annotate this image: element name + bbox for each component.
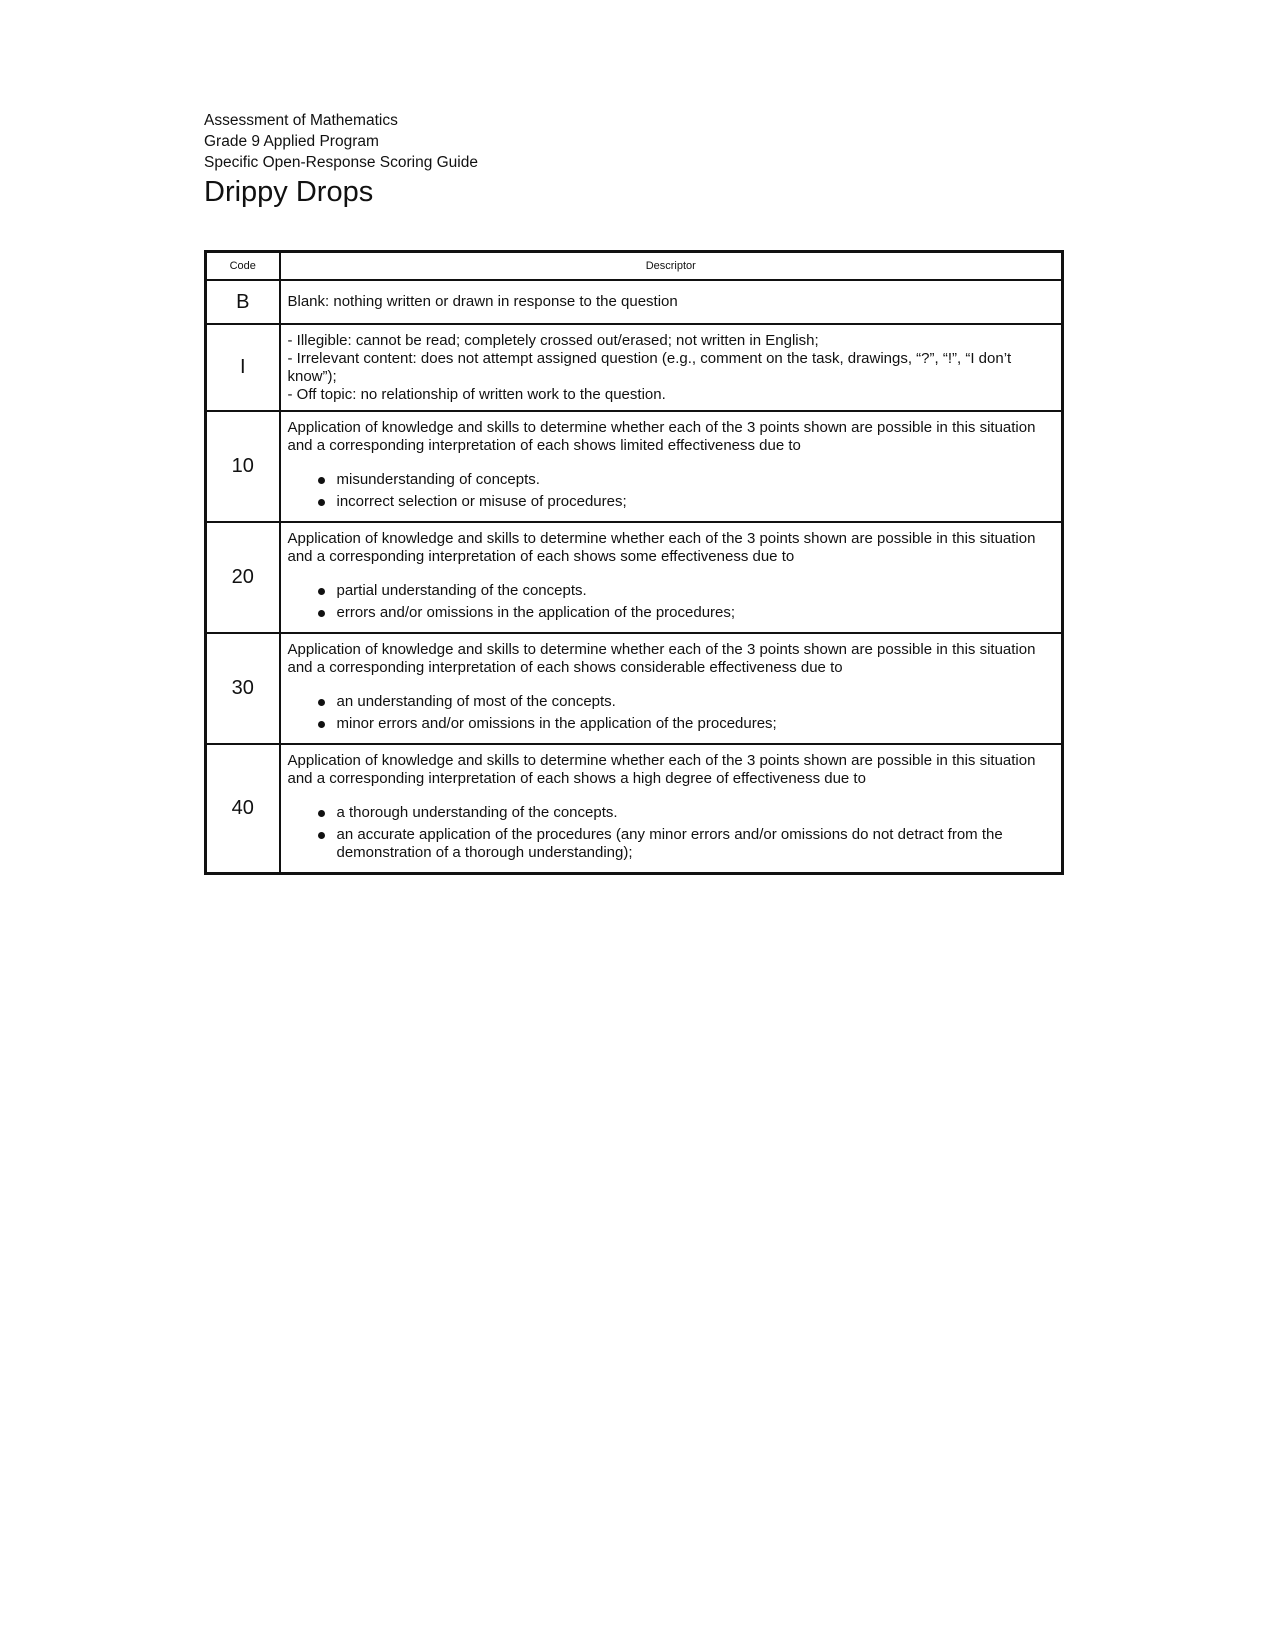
list-item (318, 582, 1054, 600)
descriptor-intro: Application of knowledge and skills to determine whether each of the 3 points shown are possible in this situation and a corresponding interpretation of each shows considerable effectiveness due to (287, 641, 1036, 676)
list-item (318, 604, 1054, 622)
score-code: I (206, 324, 280, 411)
scoring-rubric-table (204, 250, 1064, 875)
list-item (318, 693, 1054, 711)
table-row (206, 522, 1063, 633)
score-code: 10 (206, 411, 280, 522)
list-item (318, 471, 1054, 489)
bullet-text: an understanding of most of the concepts. (336, 693, 616, 710)
bullet-icon (318, 721, 325, 728)
descriptor-cell (280, 411, 1063, 522)
grade-program: Grade 9 Applied Program (204, 133, 379, 150)
descriptor-intro: Application of knowledge and skills to determine whether each of the 3 points shown are possible in this situation and a corresponding interpretation of each shows a high degree of effectiveness due to (287, 752, 1036, 787)
score-code: 40 (206, 744, 280, 874)
list-item (318, 493, 1054, 511)
guide-type: Specific Open-Response Scoring Guide (204, 154, 478, 171)
descriptor-bullets (288, 582, 1054, 622)
bullet-text: incorrect selection or misuse of procedures; (336, 493, 627, 510)
document-header (204, 110, 804, 209)
descriptor-column-header: Descriptor (280, 252, 1063, 281)
bullet-text: errors and/or omissions in the application of the procedures; (336, 604, 736, 621)
bullet-icon (318, 699, 325, 706)
bullet-icon (318, 610, 325, 617)
descriptor-intro: Application of knowledge and skills to determine whether each of the 3 points shown are possible in this situation and a corresponding interpretation of each shows some effectiveness due to (287, 530, 1036, 565)
bullet-icon (318, 477, 325, 484)
bullet-text: an accurate application of the procedures (any minor errors and/or omissions do not detract from the demonstration of a thorough understanding); (336, 826, 1003, 861)
score-code: 30 (206, 633, 280, 744)
descriptor-cell (280, 633, 1063, 744)
score-code: 20 (206, 522, 280, 633)
descriptor-bullets (288, 471, 1054, 511)
bullet-text: misunderstanding of concepts. (336, 471, 540, 488)
list-item (318, 826, 1054, 862)
table-row (206, 633, 1063, 744)
table-row (206, 744, 1063, 874)
descriptor-line: - Irrelevant content: does not attempt assigned question (e.g., comment on the task, drawings, “?”, “!”, “I don’t know”); (287, 350, 1012, 385)
bullet-text: partial understanding of the concepts. (336, 582, 587, 599)
table-header-row (206, 252, 1063, 281)
list-item (318, 715, 1054, 733)
descriptor-bullets (288, 804, 1054, 862)
descriptor-line: - Off topic: no relationship of written work to the question. (287, 386, 666, 403)
bullet-icon (318, 810, 325, 817)
descriptor-cell (280, 522, 1063, 633)
bullet-text: a thorough understanding of the concepts. (336, 804, 618, 821)
descriptor-cell (280, 744, 1063, 874)
bullet-text: minor errors and/or omissions in the application of the procedures; (336, 715, 777, 732)
descriptor-intro: Application of knowledge and skills to determine whether each of the 3 points shown are possible in this situation and a corresponding interpretation of each shows limited effectiveness due to (287, 419, 1036, 454)
descriptor-line: - Illegible: cannot be read; completely crossed out/erased; not written in English; (287, 332, 819, 349)
bullet-icon (318, 832, 325, 839)
document-title: Drippy Drops (204, 176, 374, 208)
table-row (206, 280, 1063, 324)
assessment-subject: Assessment of Mathematics (204, 112, 398, 129)
code-column-header: Code (206, 252, 280, 281)
list-item (318, 804, 1054, 822)
descriptor-text: Blank: nothing written or drawn in response to the question (280, 280, 1063, 324)
bullet-icon (318, 499, 325, 506)
score-code: B (206, 280, 280, 324)
bullet-icon (318, 588, 325, 595)
table-row (206, 324, 1063, 411)
descriptor-cell (280, 324, 1063, 411)
descriptor-bullets (288, 693, 1054, 733)
table-row (206, 411, 1063, 522)
